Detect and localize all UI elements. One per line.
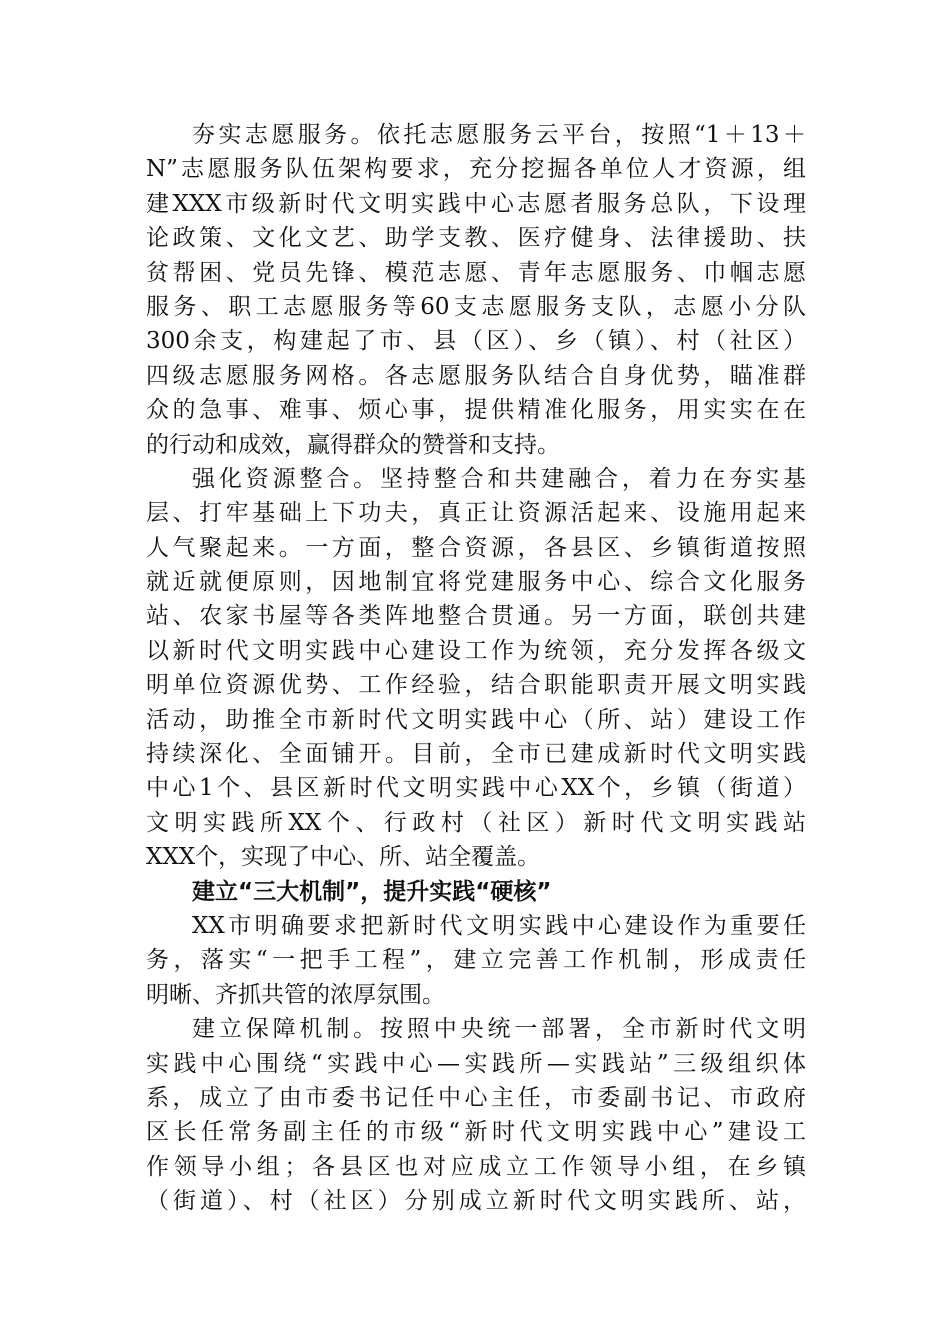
text-line: XXX个，实现了中心、所、站全覆盖。 — [146, 844, 541, 871]
paragraph-intro — [146, 909, 806, 1012]
text-line: 站、农家书屋等各类阵地整合贯通。另一方面，联创共建 — [146, 603, 806, 630]
text-line: 实践中心围绕“实践中心—实践所—实践站”三级组织体 — [146, 1050, 806, 1077]
text-line: 明晰、齐抓共管的浓厚氛围。 — [146, 981, 445, 1008]
text-line: 明单位资源优势、工作经验，结合职能职责开展文明实践 — [146, 672, 806, 699]
text-line: 众的急事、难事、烦心事，提供精准化服务，用实实在在 — [146, 397, 806, 424]
text-line: 活动，助推全市新时代文明实践中心（所、站）建设工作 — [146, 706, 806, 733]
text-line: 贫帮困、党员先锋、模范志愿、青年志愿服务、巾帼志愿 — [146, 259, 806, 286]
text-line: 四级志愿服务网格。各志愿服务队结合自身优势，瞄准群 — [146, 362, 806, 389]
text-line: 强化资源整合。坚持整合和共建融合，着力在夯实基 — [192, 465, 806, 492]
text-line: 建立保障机制。按照中央统一部署，全市新时代文明 — [192, 1016, 806, 1043]
paragraph-volunteer-service — [146, 118, 806, 462]
text-line: 服务、职工志愿服务等60支志愿服务支队，志愿小分队 — [146, 293, 806, 320]
text-line: 持续深化、全面铺开。目前，全市已建成新时代文明实践 — [146, 741, 806, 768]
text-line: 区长任常务副主任的市级“新时代文明实践中心”建设工 — [146, 1119, 806, 1146]
text-line: N”志愿服务队伍架构要求，充分挖掘各单位人才资源，组 — [146, 156, 806, 183]
text-line: （街道）、村（社区）分别成立新时代文明实践所、站， — [146, 1188, 806, 1215]
section-heading — [146, 875, 806, 909]
text-line: 人气聚起来。一方面，整合资源，各县区、乡镇街道按照 — [146, 534, 806, 561]
text-line: 务，落实“一把手工程”，建立完善工作机制，形成责任 — [146, 947, 806, 974]
text-line: 建XXX市级新时代文明实践中心志愿者服务总队，下设理 — [146, 190, 806, 217]
text-line: 中心1个、县区新时代文明实践中心XX个，乡镇（街道） — [146, 775, 806, 802]
text-line: 的行动和成效，赢得群众的赞誉和支持。 — [146, 431, 560, 458]
paragraph-guarantee-mechanism — [146, 1012, 806, 1218]
text-line: 夯实志愿服务。依托志愿服务云平台，按照“1＋13＋ — [192, 122, 806, 148]
text-line: XX市明确要求把新时代文明实践中心建设作为重要任 — [192, 912, 806, 939]
text-line: 论政策、文化文艺、助学支教、医疗健身、法律援助、扶 — [146, 225, 806, 252]
text-line: 文明实践所XX个、行政村（社区）新时代文明实践站 — [146, 809, 806, 836]
text-line: 作领导小组；各县区也对应成立工作领导小组，在乡镇 — [146, 1153, 806, 1180]
text-line: 层、打牢基础上下功夫，真正让资源活起来、设施用起来 — [146, 500, 806, 527]
text-line: 就近就便原则，因地制宜将党建服务中心、综合文化服务 — [146, 569, 806, 596]
paragraph-resource-integration — [146, 462, 806, 875]
section-heading-text: 建立“三大机制”，提升实践“硬核” — [192, 878, 552, 905]
document-body — [146, 118, 806, 1219]
text-line: 以新时代文明实践中心建设工作为统领，充分发挥各级文 — [146, 637, 806, 664]
text-line: 300余支，构建起了市、县（区）、乡（镇）、村（社区） — [146, 328, 806, 355]
text-line: 系，成立了由市委书记任中心主任，市委副书记、市政府 — [146, 1084, 806, 1111]
